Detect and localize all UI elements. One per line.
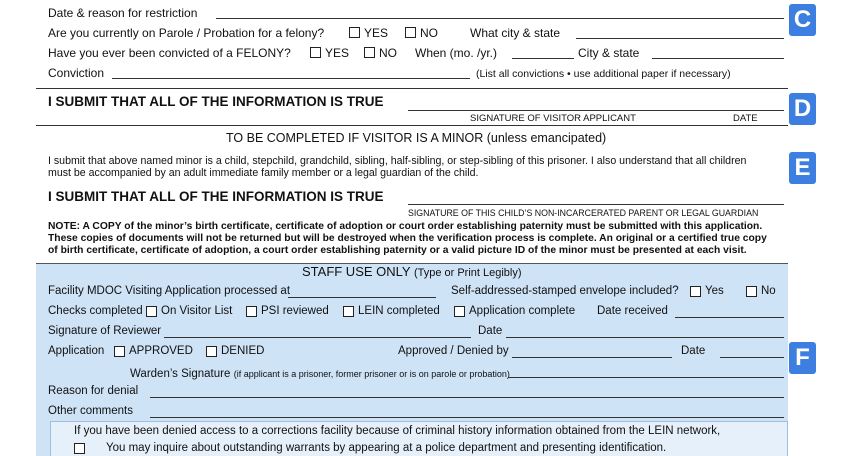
conviction-label: Conviction (48, 66, 105, 80)
on-visitor-list-checkbox[interactable] (146, 306, 157, 317)
felony-city-state-field[interactable] (652, 58, 784, 59)
when-field[interactable] (512, 58, 574, 59)
section-e-tab-label: E (794, 154, 811, 181)
reviewer-label: Signature of Reviewer (48, 325, 162, 337)
envelope-label: Self-addressed-stamped envelope included? (451, 285, 679, 297)
warden-hint: (if applicant is a prisoner, former prisoner or is on parole or probation) (233, 369, 510, 379)
minor-statement-line2: must be accompanied by an adult immediate family member or a legal guardian of the child. (48, 167, 479, 179)
reason-field[interactable] (150, 397, 784, 398)
conviction-field[interactable] (112, 78, 470, 79)
parole-yes-checkbox[interactable] (349, 27, 360, 38)
restriction-label: Date & reason for restriction (48, 6, 198, 20)
warden-signature-field[interactable] (508, 377, 784, 378)
notice-checkbox[interactable] (74, 443, 85, 454)
when-label: When (mo. /yr.) (415, 46, 498, 60)
approved-checkbox[interactable] (114, 346, 125, 357)
visitor-signature-field[interactable] (408, 110, 784, 111)
section-d-tab (789, 93, 816, 125)
processed-field[interactable] (288, 297, 436, 298)
felony-no-checkbox[interactable] (364, 47, 375, 58)
psi-reviewed-checkbox[interactable] (246, 306, 257, 317)
felony-question: Have you ever been convicted of a FELONY? (48, 46, 291, 60)
divider-c-d (36, 88, 788, 89)
minor-note-line1: NOTE: A COPY of the minor’s birth certificate, certificate of adoption or court order establishing paternity must be submitted with this application. (48, 221, 763, 232)
application-complete-label: Application complete (469, 305, 576, 317)
staff-heading-wrap (302, 264, 522, 279)
section-f-tab (789, 342, 816, 374)
processed-label: Facility MDOC Visiting Application processed at (48, 285, 291, 297)
section-c-tab (789, 4, 816, 36)
date-received-label: Date received (597, 305, 668, 317)
city-state-label: City & state (578, 46, 640, 60)
staff-heading-note: (Type or Print Legibly) (413, 267, 522, 279)
parole-question: Are you currently on Parole / Probation for a felony? (48, 26, 325, 40)
envelope-yes-label: Yes (705, 285, 724, 297)
guardian-submit-statement: I SUBMIT THAT ALL OF THE INFORMATION IS TRUE (48, 189, 384, 204)
visitor-signature-caption: SIGNATURE OF VISITOR APPLICANT (470, 113, 636, 124)
psi-reviewed-label: PSI reviewed (261, 305, 329, 317)
comments-label: Other comments (48, 405, 133, 417)
warden-wrap (130, 366, 510, 380)
guardian-signature-field[interactable] (408, 204, 784, 205)
felony-no-label: NO (379, 46, 397, 60)
minor-statement-line1: I submit that above named minor is a child, stepchild, grandchild, sibling, half-sibling, or step-sibling of this prisoner. I also understand that all children (48, 155, 747, 167)
envelope-no-checkbox[interactable] (746, 286, 757, 297)
warden-label: Warden’s Signature (130, 368, 231, 380)
notice-line1: If you have been denied access to a corrections facility because of criminal history information obtained from the LEIN network, (74, 425, 721, 437)
parole-yes-label: YES (364, 26, 389, 40)
minor-heading: TO BE COMPLETED IF VISITOR IS A MINOR (unless emancipated) (226, 131, 607, 145)
minor-note-line2: These copies of documents will not be returned but will be destroyed when the verification process is complete. An original or a certified true copy (48, 233, 767, 244)
visitor-date-caption: DATE (733, 113, 758, 124)
envelope-yes-checkbox[interactable] (690, 286, 701, 297)
envelope-no-label: No (761, 285, 776, 297)
denied-checkbox[interactable] (206, 346, 217, 357)
checks-label: Checks completed (48, 305, 143, 317)
visitor-submit-statement: I SUBMIT THAT ALL OF THE INFORMATION IS TRUE (48, 94, 384, 109)
approved-denied-by-label: Approved / Denied by (398, 345, 509, 357)
decision-date-label: Date (681, 345, 706, 357)
reviewer-date-label: Date (478, 325, 503, 337)
restriction-field[interactable] (216, 18, 784, 19)
conviction-hint: (List all convictions • use additional paper if necessary) (476, 68, 731, 80)
guardian-signature-caption: SIGNATURE OF THIS CHILD’S NON-INCARCERATED PARENT OR LEGAL GUARDIAN (408, 208, 759, 218)
felony-yes-label: YES (325, 46, 350, 60)
comments-field[interactable] (150, 417, 784, 418)
section-f-tab-label: F (795, 344, 810, 371)
felony-yes-checkbox[interactable] (310, 47, 321, 58)
reviewer-date-field[interactable] (506, 337, 784, 338)
city-state-question: What city & state (470, 26, 561, 40)
application-label: Application (48, 345, 105, 357)
parole-no-checkbox[interactable] (405, 27, 416, 38)
date-received-field[interactable] (675, 317, 784, 318)
application-complete-checkbox[interactable] (454, 306, 465, 317)
approved-label: APPROVED (129, 345, 193, 357)
section-c-tab-label: C (793, 6, 812, 33)
lein-completed-checkbox[interactable] (343, 306, 354, 317)
divider-d-e (36, 125, 788, 126)
on-visitor-list-label: On Visitor List (161, 305, 233, 317)
lein-completed-label: LEIN completed (358, 305, 440, 317)
minor-note-line3: of birth certificate, certificate of adoption, a court order establishing paternity or a valid picture ID of the minor must be presented at each visit. (48, 245, 747, 256)
approved-denied-by-field[interactable] (512, 357, 672, 358)
denied-label: DENIED (221, 345, 265, 357)
section-d-tab-label: D (793, 95, 812, 122)
staff-heading: STAFF USE ONLY (302, 264, 411, 279)
notice-line2: You may inquire about outstanding warrants by appearing at a police department and presenting identification. (106, 442, 667, 454)
parole-no-label: NO (420, 26, 438, 40)
decision-date-field[interactable] (720, 357, 784, 358)
parole-city-state-field[interactable] (576, 38, 784, 39)
reviewer-signature-field[interactable] (164, 337, 471, 338)
reason-label: Reason for denial (48, 385, 139, 397)
section-e-tab (789, 152, 816, 184)
